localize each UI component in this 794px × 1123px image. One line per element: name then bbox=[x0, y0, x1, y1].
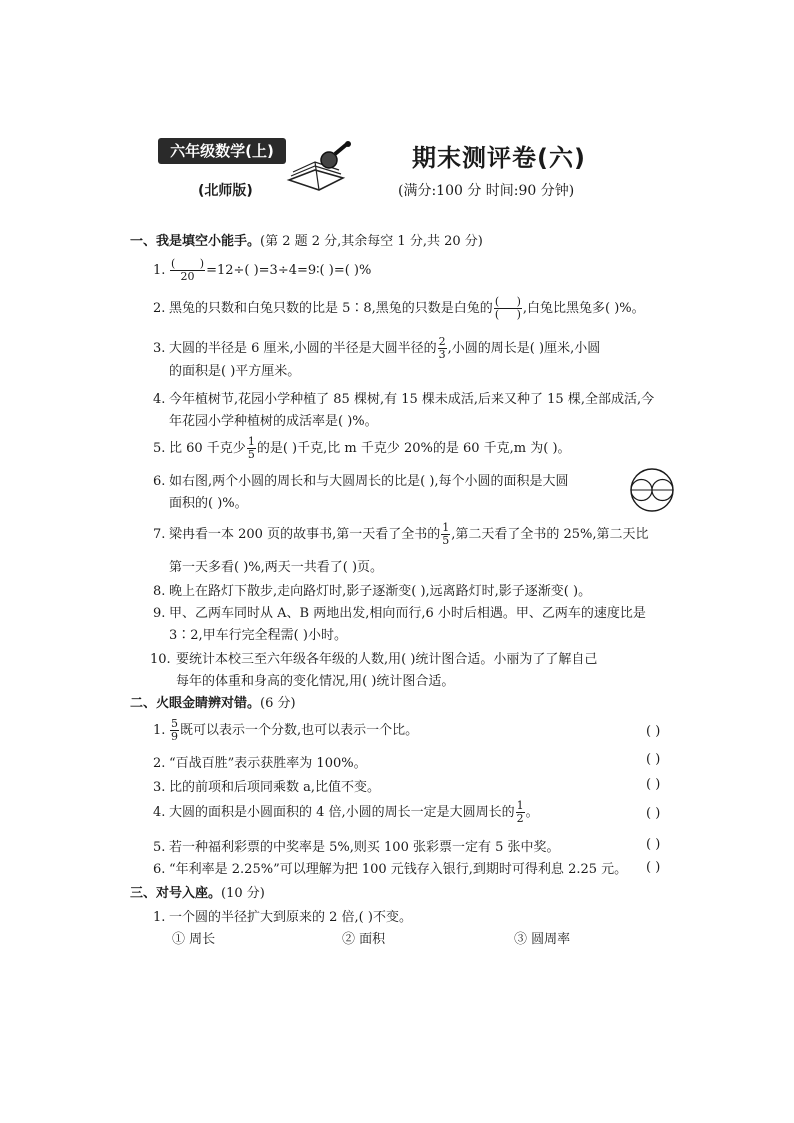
exam-meta: (满分:100 分 时间:90 分钟) bbox=[398, 183, 575, 199]
s2-item-4 bbox=[153, 800, 539, 825]
option-b[interactable]: ② 面积 bbox=[342, 932, 386, 947]
s3-q1 bbox=[153, 906, 412, 925]
q-number: 7. bbox=[153, 527, 166, 542]
s1-q9 bbox=[153, 602, 646, 621]
s1-q3-line2: 的面积是( )平方厘米。 bbox=[169, 364, 301, 379]
s1-q1 bbox=[153, 258, 371, 283]
q-number: 1. bbox=[153, 263, 166, 278]
q-text: 比 60 千克少 bbox=[169, 441, 246, 456]
q-text: 要统计本校三至六年级各年级的人数,用( )统计图合适。小丽为了了解自己 bbox=[176, 652, 598, 667]
s1-q7-line2: 第一天多看( )%,两天一共看了( )页。 bbox=[169, 560, 384, 575]
answer-paren[interactable]: ( ) bbox=[646, 860, 661, 875]
section2-title: 二、火眼金睛辨对错。 bbox=[130, 696, 261, 711]
fraction: $\frac{1}{5}$ bbox=[442, 521, 450, 547]
q-text: 梁冉看一本 200 页的故事书,第一天看了全书的 bbox=[169, 527, 441, 542]
answer-paren[interactable]: ( ) bbox=[646, 752, 661, 767]
q-number: 3. bbox=[153, 341, 166, 356]
fraction: $\frac{( )}{20}$ bbox=[171, 257, 205, 283]
s1-q4 bbox=[153, 388, 654, 407]
s2-item-3 bbox=[153, 776, 380, 795]
s1-q5 bbox=[153, 436, 571, 461]
section3-title: 三、对号入座。 bbox=[130, 886, 222, 901]
s1-q10-line2: 每年的体重和身高的变化情况,用( )统计图合适。 bbox=[176, 674, 455, 689]
q-number: 5. bbox=[153, 441, 166, 456]
s1-q2 bbox=[153, 296, 645, 321]
q-text: 如右图,两个小圆的周长和与大圆周长的比是( ),每个小圆的面积是大圆 bbox=[169, 474, 569, 489]
q-text: 若一种福利彩票的中奖率是 5%,则买 100 张彩票一定有 5 张中奖。 bbox=[169, 840, 560, 855]
q-number: 10. bbox=[150, 652, 171, 667]
q-text: 甲、乙两车同时从 A、B 两地出发,相向而行,6 小时后相遇。甲、乙两车的速度比是 bbox=[169, 606, 646, 621]
q-number: 1. bbox=[153, 910, 166, 925]
q-number: 1. bbox=[153, 723, 166, 738]
q-text: 。 bbox=[525, 805, 539, 820]
q-text: 一个圆的半径扩大到原来的 2 倍,( )不变。 bbox=[169, 910, 412, 925]
s2-item-2 bbox=[153, 752, 367, 771]
section2-note: (6 分) bbox=[260, 696, 296, 711]
q-number: 8. bbox=[153, 584, 166, 599]
q-number: 4. bbox=[153, 805, 166, 820]
section1-note: (第 2 题 2 分,其余每空 1 分,共 20 分) bbox=[260, 234, 483, 249]
fraction: $\frac{5}{9}$ bbox=[171, 717, 178, 743]
q-text: ,白兔比黑兔多( )%。 bbox=[522, 301, 645, 316]
fraction: $\frac{1}{2}$ bbox=[516, 799, 524, 825]
exam-title: 期末测评卷(六) bbox=[412, 144, 586, 172]
s1-q7 bbox=[153, 522, 649, 547]
grade-badge: 六年级数学(上) bbox=[158, 138, 286, 164]
book-magnifier-icon bbox=[285, 140, 355, 196]
q-text: ,第二天看了全书的 25%,第二天比 bbox=[451, 527, 649, 542]
q-number: 3. bbox=[153, 780, 166, 795]
q-text: =12÷( )=3÷4=9∶( )=( )% bbox=[206, 263, 372, 278]
s1-q9-line2: 3∶2,甲车行完全程需( )小时。 bbox=[169, 628, 347, 643]
q-text: 晚上在路灯下散步,走向路灯时,影子逐渐变( ),远离路灯时,影子逐渐变( )。 bbox=[169, 584, 592, 599]
section3-heading bbox=[130, 882, 265, 901]
s1-q3 bbox=[153, 336, 600, 361]
section1-heading bbox=[130, 230, 483, 249]
s1-q4-line2: 年花园小学种植树的成活率是( )%。 bbox=[169, 414, 378, 429]
q-text: 大圆的半径是 6 厘米,小圆的半径是大圆半径的 bbox=[169, 341, 437, 356]
answer-paren[interactable]: ( ) bbox=[646, 806, 661, 821]
q-text: 比的前项和后项同乘数 a,比值不变。 bbox=[169, 780, 381, 795]
q-number: 9. bbox=[153, 606, 166, 621]
q-text: 大圆的面积是小圆面积的 4 倍,小圆的周长一定是大圆周长的 bbox=[169, 805, 515, 820]
answer-paren[interactable]: ( ) bbox=[646, 777, 661, 792]
fraction: $\frac{1}{5}$ bbox=[247, 435, 255, 461]
fraction: $\frac{2}{3}$ bbox=[438, 335, 446, 361]
blank-fraction: $\frac{( )}{( )}$ bbox=[494, 295, 521, 321]
q-number: 2. bbox=[153, 301, 166, 316]
s1-q8 bbox=[153, 580, 591, 599]
q-text: “百战百胜”表示获胜率为 100%。 bbox=[169, 756, 367, 771]
edition-label: (北师版) bbox=[198, 183, 253, 199]
answer-paren[interactable]: ( ) bbox=[646, 724, 661, 739]
q-text: 既可以表示一个分数,也可以表示一个比。 bbox=[180, 723, 419, 738]
q-number: 4. bbox=[153, 392, 166, 407]
s2-item-6 bbox=[153, 858, 627, 877]
q-text: “年利率是 2.25%”可以理解为把 100 元钱存入银行,到期时可得利息 2.25 元。 bbox=[169, 862, 628, 877]
q-number: 6. bbox=[153, 474, 166, 489]
s1-q6-line2: 面积的( )%。 bbox=[169, 496, 248, 511]
fraction-denominator: 20 bbox=[180, 270, 195, 283]
s1-q6 bbox=[153, 470, 569, 489]
q-number: 5. bbox=[153, 840, 166, 855]
circles-figure bbox=[624, 467, 680, 513]
q-text: ,小圆的周长是( )厘米,小圆 bbox=[447, 341, 601, 356]
answer-paren[interactable]: ( ) bbox=[646, 837, 661, 852]
q-text: 今年植树节,花园小学种植了 85 棵树,有 15 棵未成活,后来又种了 15 棵,全部成活,今 bbox=[169, 392, 655, 407]
q-number: 6. bbox=[153, 862, 166, 877]
s2-item-1 bbox=[153, 718, 418, 743]
q-text: 的是( )千克,比 m 千克少 20%的是 60 千克,m 为( )。 bbox=[256, 441, 571, 456]
section3-note: (10 分) bbox=[221, 886, 265, 901]
s2-item-5 bbox=[153, 836, 560, 855]
option-a[interactable]: ① 周长 bbox=[172, 932, 216, 947]
section1-title: 一、我是填空小能手。 bbox=[130, 234, 261, 249]
q-number: 2. bbox=[153, 756, 166, 771]
q-text: 黑兔的只数和白兔只数的比是 5∶8,黑兔的只数是白兔的 bbox=[169, 301, 493, 316]
section2-heading bbox=[130, 692, 296, 711]
option-c[interactable]: ③ 圆周率 bbox=[514, 932, 571, 947]
s1-q10 bbox=[150, 648, 597, 667]
